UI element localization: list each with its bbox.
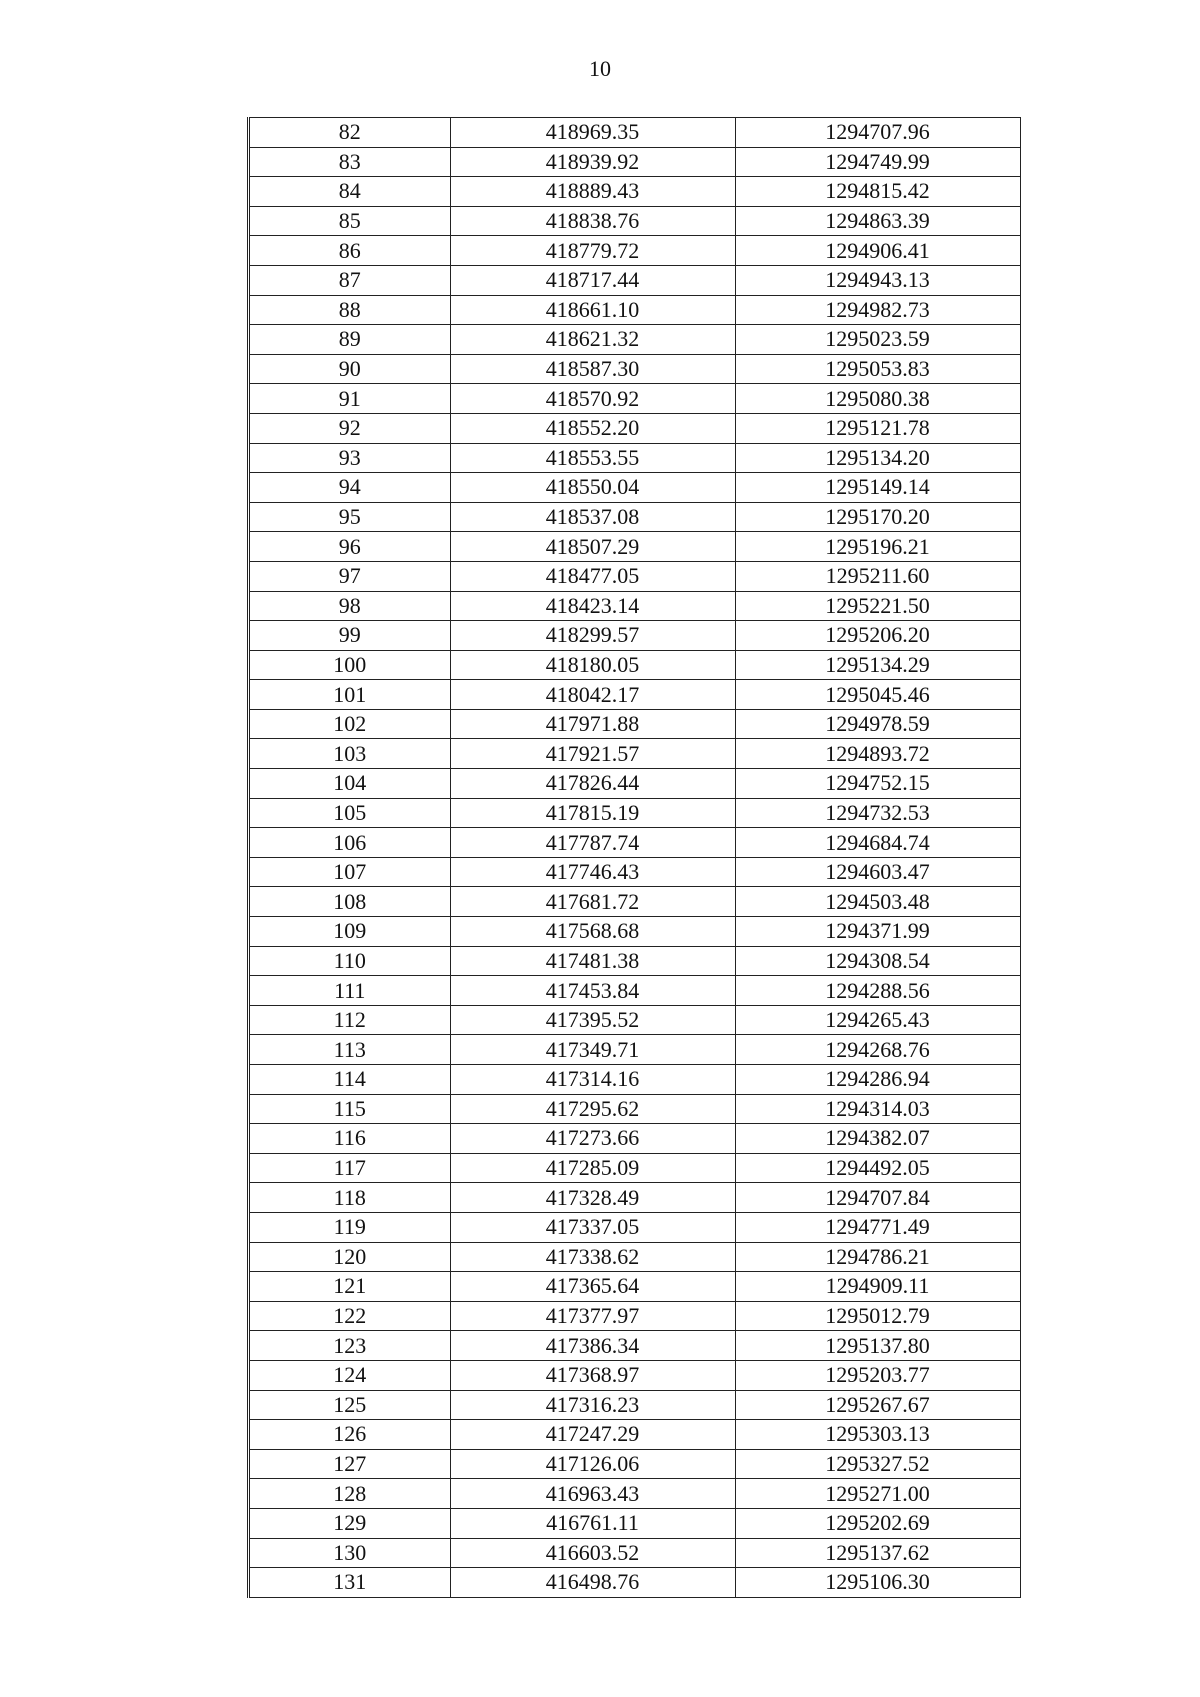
table-row — [250, 443, 1020, 473]
table-row — [250, 236, 1020, 266]
point-number-cell: 125 — [250, 1390, 450, 1420]
table-row — [250, 917, 1020, 947]
point-number-cell: 117 — [250, 1153, 450, 1183]
x-coordinate-cell: 417746.43 — [450, 857, 735, 887]
point-number-cell: 95 — [250, 502, 450, 532]
table-row — [250, 1479, 1020, 1509]
table-row — [250, 1005, 1020, 1035]
table-row — [250, 1094, 1020, 1124]
table-row — [250, 1420, 1020, 1450]
point-number-cell: 103 — [250, 739, 450, 769]
y-coordinate-cell: 1294707.96 — [735, 118, 1020, 148]
x-coordinate-cell: 416603.52 — [450, 1538, 735, 1568]
point-number-cell: 123 — [250, 1331, 450, 1361]
x-coordinate-cell: 417395.52 — [450, 1005, 735, 1035]
x-coordinate-cell: 417126.06 — [450, 1449, 735, 1479]
table-row — [250, 325, 1020, 355]
point-number-cell: 94 — [250, 473, 450, 503]
point-number-cell: 111 — [250, 976, 450, 1006]
y-coordinate-cell: 1294603.47 — [735, 857, 1020, 887]
table-body — [250, 118, 1020, 1598]
y-coordinate-cell: 1295134.29 — [735, 650, 1020, 680]
point-number-cell: 88 — [250, 295, 450, 325]
x-coordinate-cell: 417453.84 — [450, 976, 735, 1006]
y-coordinate-cell: 1294943.13 — [735, 265, 1020, 295]
x-coordinate-cell: 417368.97 — [450, 1360, 735, 1390]
y-coordinate-cell: 1295267.67 — [735, 1390, 1020, 1420]
table-row — [250, 887, 1020, 917]
table-row — [250, 946, 1020, 976]
table-row — [250, 532, 1020, 562]
x-coordinate-cell: 417681.72 — [450, 887, 735, 917]
point-number-cell: 97 — [250, 561, 450, 591]
y-coordinate-cell: 1294492.05 — [735, 1153, 1020, 1183]
table-row — [250, 1272, 1020, 1302]
x-coordinate-cell: 418838.76 — [450, 206, 735, 236]
point-number-cell: 114 — [250, 1065, 450, 1095]
point-number-cell: 107 — [250, 857, 450, 887]
y-coordinate-cell: 1295137.62 — [735, 1538, 1020, 1568]
x-coordinate-cell: 418299.57 — [450, 621, 735, 651]
table-row — [250, 739, 1020, 769]
point-number-cell: 101 — [250, 680, 450, 710]
x-coordinate-cell: 417338.62 — [450, 1242, 735, 1272]
table-row — [250, 650, 1020, 680]
y-coordinate-cell: 1294752.15 — [735, 769, 1020, 799]
y-coordinate-cell: 1295053.83 — [735, 354, 1020, 384]
table-row — [250, 118, 1020, 148]
x-coordinate-cell: 416498.76 — [450, 1568, 735, 1598]
x-coordinate-cell: 418550.04 — [450, 473, 735, 503]
x-coordinate-cell: 418889.43 — [450, 177, 735, 207]
y-coordinate-cell: 1295303.13 — [735, 1420, 1020, 1450]
table-row — [250, 828, 1020, 858]
table-row — [250, 206, 1020, 236]
table-row — [250, 798, 1020, 828]
table-row — [250, 1301, 1020, 1331]
x-coordinate-cell: 417337.05 — [450, 1212, 735, 1242]
point-number-cell: 124 — [250, 1360, 450, 1390]
y-coordinate-cell: 1294268.76 — [735, 1035, 1020, 1065]
point-number-cell: 120 — [250, 1242, 450, 1272]
y-coordinate-cell: 1295045.46 — [735, 680, 1020, 710]
y-coordinate-cell: 1295149.14 — [735, 473, 1020, 503]
point-number-cell: 91 — [250, 384, 450, 414]
table-row — [250, 1212, 1020, 1242]
y-coordinate-cell: 1294771.49 — [735, 1212, 1020, 1242]
y-coordinate-cell: 1294863.39 — [735, 206, 1020, 236]
x-coordinate-cell: 417328.49 — [450, 1183, 735, 1213]
x-coordinate-cell: 417815.19 — [450, 798, 735, 828]
table-row — [250, 1360, 1020, 1390]
x-coordinate-cell: 417386.34 — [450, 1331, 735, 1361]
x-coordinate-cell: 416963.43 — [450, 1479, 735, 1509]
x-coordinate-cell: 418779.72 — [450, 236, 735, 266]
x-coordinate-cell: 417285.09 — [450, 1153, 735, 1183]
x-coordinate-cell: 418661.10 — [450, 295, 735, 325]
y-coordinate-cell: 1294909.11 — [735, 1272, 1020, 1302]
point-number-cell: 82 — [250, 118, 450, 148]
x-coordinate-cell: 418477.05 — [450, 561, 735, 591]
table-row — [250, 1035, 1020, 1065]
table-row — [250, 1568, 1020, 1598]
point-number-cell: 121 — [250, 1272, 450, 1302]
y-coordinate-cell: 1294308.54 — [735, 946, 1020, 976]
x-coordinate-cell: 418969.35 — [450, 118, 735, 148]
y-coordinate-cell: 1294982.73 — [735, 295, 1020, 325]
y-coordinate-cell: 1294749.99 — [735, 147, 1020, 177]
y-coordinate-cell: 1295106.30 — [735, 1568, 1020, 1598]
y-coordinate-cell: 1294815.42 — [735, 177, 1020, 207]
point-number-cell: 108 — [250, 887, 450, 917]
table-row — [250, 857, 1020, 887]
y-coordinate-cell: 1295211.60 — [735, 561, 1020, 591]
y-coordinate-cell: 1294978.59 — [735, 709, 1020, 739]
table-row — [250, 1390, 1020, 1420]
point-number-cell: 102 — [250, 709, 450, 739]
x-coordinate-cell: 417377.97 — [450, 1301, 735, 1331]
table-row — [250, 561, 1020, 591]
y-coordinate-cell: 1294371.99 — [735, 917, 1020, 947]
x-coordinate-cell: 417314.16 — [450, 1065, 735, 1095]
point-number-cell: 116 — [250, 1124, 450, 1154]
x-coordinate-cell: 418180.05 — [450, 650, 735, 680]
y-coordinate-cell: 1295206.20 — [735, 621, 1020, 651]
point-number-cell: 89 — [250, 325, 450, 355]
y-coordinate-cell: 1295134.20 — [735, 443, 1020, 473]
page-number: 10 — [589, 56, 611, 81]
point-number-cell: 113 — [250, 1035, 450, 1065]
table-row — [250, 680, 1020, 710]
x-coordinate-cell: 417921.57 — [450, 739, 735, 769]
point-number-cell: 122 — [250, 1301, 450, 1331]
point-number-cell: 90 — [250, 354, 450, 384]
point-number-cell: 130 — [250, 1538, 450, 1568]
x-coordinate-cell: 417971.88 — [450, 709, 735, 739]
x-coordinate-cell: 417349.71 — [450, 1035, 735, 1065]
y-coordinate-cell: 1295012.79 — [735, 1301, 1020, 1331]
x-coordinate-cell: 418717.44 — [450, 265, 735, 295]
table-row — [250, 1449, 1020, 1479]
y-coordinate-cell: 1295196.21 — [735, 532, 1020, 562]
table-row — [250, 1183, 1020, 1213]
point-number-cell: 131 — [250, 1568, 450, 1598]
point-number-cell: 84 — [250, 177, 450, 207]
table-row — [250, 1508, 1020, 1538]
x-coordinate-cell: 418042.17 — [450, 680, 735, 710]
point-number-cell: 129 — [250, 1508, 450, 1538]
x-coordinate-cell: 418553.55 — [450, 443, 735, 473]
point-number-cell: 128 — [250, 1479, 450, 1509]
table-row — [250, 1538, 1020, 1568]
x-coordinate-cell: 417787.74 — [450, 828, 735, 858]
point-number-cell: 115 — [250, 1094, 450, 1124]
table-row — [250, 413, 1020, 443]
point-number-cell: 87 — [250, 265, 450, 295]
point-number-cell: 106 — [250, 828, 450, 858]
point-number-cell: 118 — [250, 1183, 450, 1213]
y-coordinate-cell: 1294707.84 — [735, 1183, 1020, 1213]
table-row — [250, 976, 1020, 1006]
y-coordinate-cell: 1295137.80 — [735, 1331, 1020, 1361]
point-number-cell: 83 — [250, 147, 450, 177]
table-row — [250, 621, 1020, 651]
table-row — [250, 354, 1020, 384]
y-coordinate-cell: 1295023.59 — [735, 325, 1020, 355]
x-coordinate-cell: 417273.66 — [450, 1124, 735, 1154]
x-coordinate-cell: 417481.38 — [450, 946, 735, 976]
x-coordinate-cell: 417365.64 — [450, 1272, 735, 1302]
table-row — [250, 1124, 1020, 1154]
table-row — [250, 1153, 1020, 1183]
x-coordinate-cell: 417295.62 — [450, 1094, 735, 1124]
y-coordinate-cell: 1295221.50 — [735, 591, 1020, 621]
point-number-cell: 127 — [250, 1449, 450, 1479]
point-number-cell: 99 — [250, 621, 450, 651]
x-coordinate-cell: 417826.44 — [450, 769, 735, 799]
coordinates-grid — [250, 117, 1021, 1598]
x-coordinate-cell: 418621.32 — [450, 325, 735, 355]
y-coordinate-cell: 1295170.20 — [735, 502, 1020, 532]
x-coordinate-cell: 417568.68 — [450, 917, 735, 947]
y-coordinate-cell: 1295202.69 — [735, 1508, 1020, 1538]
x-coordinate-cell: 418507.29 — [450, 532, 735, 562]
table-row — [250, 769, 1020, 799]
point-number-cell: 119 — [250, 1212, 450, 1242]
y-coordinate-cell: 1295203.77 — [735, 1360, 1020, 1390]
x-coordinate-cell: 418537.08 — [450, 502, 735, 532]
point-number-cell: 86 — [250, 236, 450, 266]
x-coordinate-cell: 418423.14 — [450, 591, 735, 621]
x-coordinate-cell: 416761.11 — [450, 1508, 735, 1538]
table-row — [250, 1331, 1020, 1361]
point-number-cell: 104 — [250, 769, 450, 799]
table-row — [250, 591, 1020, 621]
y-coordinate-cell: 1294906.41 — [735, 236, 1020, 266]
coordinates-table — [247, 117, 1023, 1598]
table-row — [250, 1065, 1020, 1095]
x-coordinate-cell: 418552.20 — [450, 413, 735, 443]
point-number-cell: 100 — [250, 650, 450, 680]
table-row — [250, 1242, 1020, 1272]
point-number-cell: 92 — [250, 413, 450, 443]
table-row — [250, 177, 1020, 207]
table-row — [250, 502, 1020, 532]
y-coordinate-cell: 1294286.94 — [735, 1065, 1020, 1095]
x-coordinate-cell: 418587.30 — [450, 354, 735, 384]
y-coordinate-cell: 1295327.52 — [735, 1449, 1020, 1479]
table-row — [250, 295, 1020, 325]
x-coordinate-cell: 417247.29 — [450, 1420, 735, 1450]
y-coordinate-cell: 1294314.03 — [735, 1094, 1020, 1124]
y-coordinate-cell: 1294503.48 — [735, 887, 1020, 917]
point-number-cell: 96 — [250, 532, 450, 562]
table-row — [250, 709, 1020, 739]
y-coordinate-cell: 1295080.38 — [735, 384, 1020, 414]
point-number-cell: 109 — [250, 917, 450, 947]
point-number-cell: 112 — [250, 1005, 450, 1035]
y-coordinate-cell: 1294732.53 — [735, 798, 1020, 828]
x-coordinate-cell: 418939.92 — [450, 147, 735, 177]
table-row — [250, 147, 1020, 177]
y-coordinate-cell: 1294382.07 — [735, 1124, 1020, 1154]
y-coordinate-cell: 1294786.21 — [735, 1242, 1020, 1272]
table-row — [250, 384, 1020, 414]
y-coordinate-cell: 1294684.74 — [735, 828, 1020, 858]
point-number-cell: 126 — [250, 1420, 450, 1450]
table-row — [250, 265, 1020, 295]
y-coordinate-cell: 1295271.00 — [735, 1479, 1020, 1509]
point-number-cell: 85 — [250, 206, 450, 236]
point-number-cell: 105 — [250, 798, 450, 828]
y-coordinate-cell: 1294265.43 — [735, 1005, 1020, 1035]
point-number-cell: 93 — [250, 443, 450, 473]
x-coordinate-cell: 417316.23 — [450, 1390, 735, 1420]
point-number-cell: 98 — [250, 591, 450, 621]
table-row — [250, 473, 1020, 503]
y-coordinate-cell: 1295121.78 — [735, 413, 1020, 443]
y-coordinate-cell: 1294288.56 — [735, 976, 1020, 1006]
x-coordinate-cell: 418570.92 — [450, 384, 735, 414]
point-number-cell: 110 — [250, 946, 450, 976]
y-coordinate-cell: 1294893.72 — [735, 739, 1020, 769]
